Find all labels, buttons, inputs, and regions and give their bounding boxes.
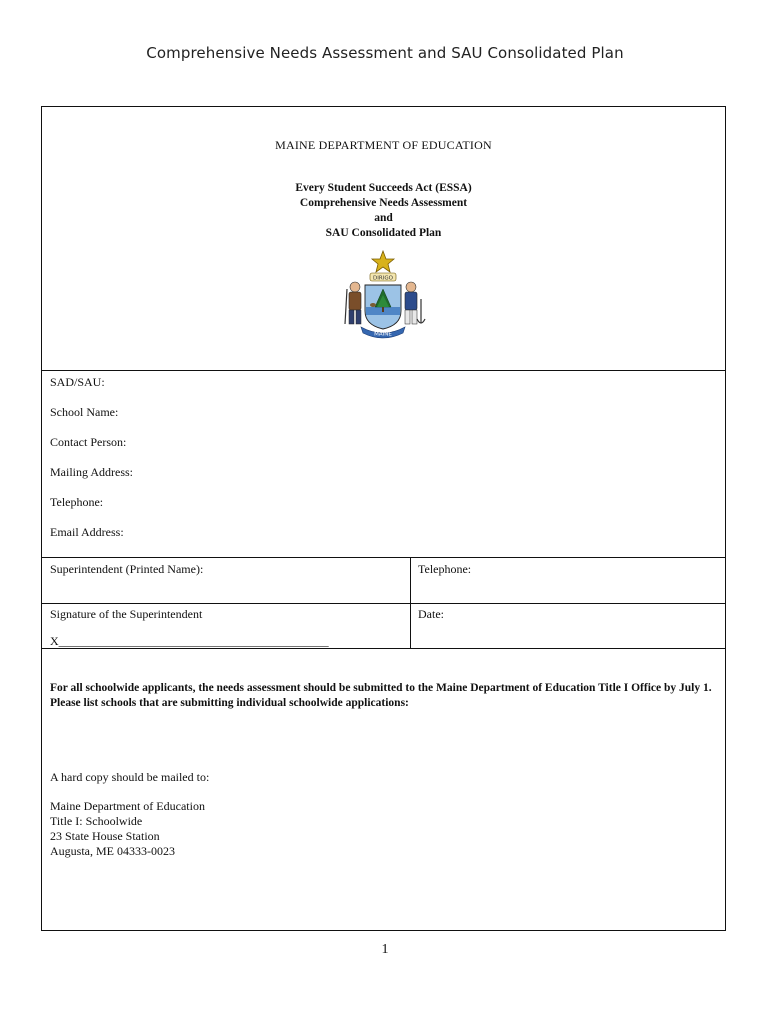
contact-person-field: Contact Person: <box>50 435 127 449</box>
maine-state-seal <box>337 249 429 341</box>
signature-label: Signature of the Superintendent <box>50 607 203 621</box>
title-line: Every Student Succeeds Act (ESSA) <box>295 182 472 194</box>
telephone-field: Telephone: <box>50 495 104 509</box>
superintendent-telephone-field: Telephone: <box>418 562 472 576</box>
form-box <box>41 106 726 931</box>
column-divider <box>410 604 411 648</box>
mailing-address-field: Mailing Address: <box>50 465 133 479</box>
title-line: SAU Consolidated Plan <box>325 227 442 239</box>
sad-sau-field: SAD/SAU: <box>50 375 105 389</box>
form-title <box>42 181 725 241</box>
page-header: Comprehensive Needs Assessment and SAU Consolidated Plan <box>146 44 624 62</box>
agency-name: MAINE DEPARTMENT OF EDUCATION <box>275 138 492 152</box>
date-field: Date: <box>418 607 444 621</box>
contact-info-section <box>42 371 725 558</box>
address-line: 23 State House Station <box>50 829 160 843</box>
cover-section <box>42 107 725 371</box>
mail-instructions: A hard copy should be mailed to: <box>50 770 210 784</box>
address-line: Title I: Schoolwide <box>50 814 143 828</box>
title-line: Comprehensive Needs Assessment <box>299 197 468 209</box>
schoolwide-notice: For all schoolwide applicants, the needs assessment should be submitted to the Maine Department of Education Title I Office by July 1. Please list schools that are submitting individual schoolwide applications: <box>50 682 712 709</box>
superintendent-row <box>42 558 725 604</box>
school-name-field: School Name: <box>50 405 119 419</box>
seal-motto: DIRIGO <box>373 275 393 282</box>
column-divider <box>410 558 411 603</box>
seal-state-name: MAINE <box>374 331 392 338</box>
seal-star <box>372 251 394 272</box>
superintendent-name-field: Superintendent (Printed Name): <box>50 562 204 576</box>
email-address-field: Email Address: <box>50 525 124 539</box>
submission-section <box>42 649 725 932</box>
address-line: Augusta, ME 04333-0023 <box>50 844 175 858</box>
signature-line: X_____________________________________________ <box>50 634 329 648</box>
page-number: 1 <box>381 942 389 957</box>
mailing-address-block <box>50 799 205 859</box>
address-line: Maine Department of Education <box>50 799 205 813</box>
signature-row <box>42 604 725 649</box>
title-line: and <box>374 212 393 224</box>
